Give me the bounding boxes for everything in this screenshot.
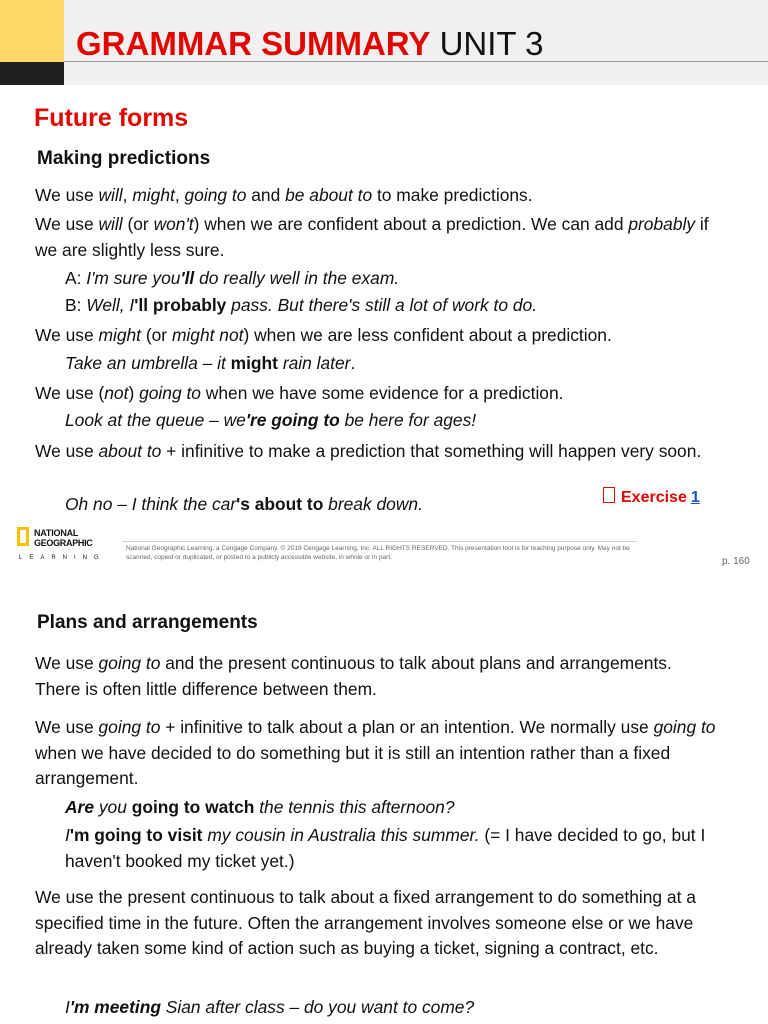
- paragraph-about-to: We use about to + infinitive to make a prediction that something will happen very soon.: [35, 441, 702, 461]
- exercise-1-link[interactable]: 1: [690, 489, 700, 506]
- paragraph-plans-intro: We use going to and the present continuous to talk about plans and arrangements. There is often little difference between them.: [35, 653, 672, 699]
- title-unit: UNIT 3: [439, 25, 544, 62]
- example-h: I'm meeting Sian after class – do you want to come?: [65, 997, 475, 1017]
- paragraph-will: We use will (or won't) when we are confident about a prediction. We can add probably if we are slightly less sure.: [35, 214, 709, 260]
- paragraph-present-continuous: We use the present continuous to talk about a fixed arrangement to do something at a specified time in the future. Often the arrangement involves someone else or we have already taken some kind of action such as buying a ticket, signing a contract, etc.: [35, 887, 696, 958]
- example-b: B: Well, I'll probably pass. But there's still a lot of work to do.: [65, 295, 538, 315]
- subheading-plans-arrangements: Plans and arrangements: [37, 612, 258, 633]
- example-a: A: I'm sure you'll do really well in the exam.: [65, 268, 400, 288]
- title-grammar-summary: GRAMMAR SUMMARY: [76, 25, 431, 62]
- example-d: Look at the queue – we're going to be here for ages!: [65, 410, 477, 430]
- copyright-notice: National Geographic Learning, a Cengage Company. © 2019 Cengage Learning, Inc. ALL RIGHTS RESERVED. This presentation tool is for teaching purpose only. May not be scanned, copied or duplicated, or posted to a publicly accessible website, in whole or in part.: [126, 545, 630, 561]
- national-geographic-logo: [17, 527, 106, 563]
- subheading-making-predictions: Making predictions: [37, 148, 211, 169]
- exercise-label: Exercise: [621, 489, 687, 506]
- logo-text-learning: LEARNING: [19, 555, 106, 561]
- header-black-block: [0, 62, 64, 85]
- paragraph-going-to-intention: We use going to + infinitive to talk about a plan or an intention. We normally use going to when we have decided to do something but it is still an intention rather than a fixed arrangement.: [35, 717, 716, 788]
- exercise-link[interactable]: [603, 486, 700, 510]
- page-number: p. 160: [722, 556, 750, 567]
- footer-divider: [122, 541, 637, 542]
- example-f: Are you going to watch the tennis this afternoon?: [65, 797, 455, 817]
- yellow-frame-icon: [17, 527, 29, 546]
- paragraph-predictions-intro: We use will, might, going to and be about to to make predictions.: [35, 185, 533, 205]
- exercise-box-icon: [603, 487, 615, 503]
- paragraph-might: We use might (or might not) when we are less confident about a prediction.: [35, 325, 612, 345]
- logo-text-national: NATIONAL: [34, 528, 79, 538]
- example-e: Oh no – I think the car's about to break down.: [65, 494, 423, 514]
- slide-gap: [0, 576, 768, 584]
- page-title: [76, 24, 544, 64]
- paragraph-going-to: We use (not) going to when we have some evidence for a prediction.: [35, 383, 564, 403]
- header-yellow-block: [0, 0, 64, 62]
- example-g: I'm going to visit my cousin in Australia this summer. (= I have decided to go, but I haven't booked my ticket yet.): [65, 825, 706, 871]
- example-c: Take an umbrella – it might rain later.: [65, 353, 356, 373]
- slide-plans-arrangements: [0, 584, 768, 1024]
- section-title: Future forms: [34, 104, 189, 132]
- logo-text-geographic: GEOGRAPHIC: [34, 538, 93, 548]
